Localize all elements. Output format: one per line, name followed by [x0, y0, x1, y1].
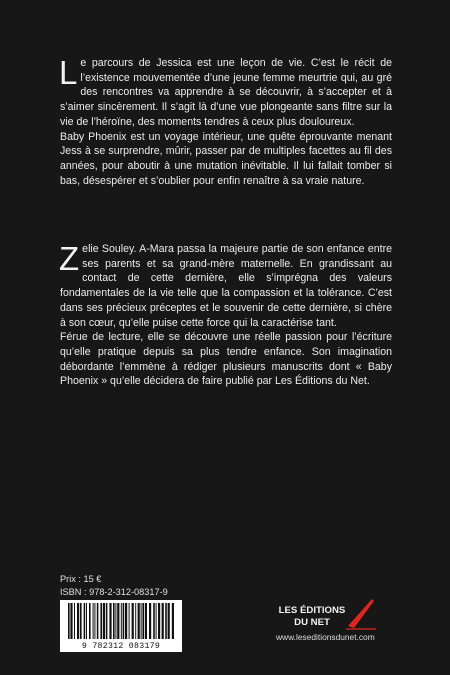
- barcode-bars: [60, 600, 182, 642]
- barcode-bar: [68, 603, 70, 639]
- barcode-bar: [129, 603, 130, 639]
- barcode-bar: [172, 603, 174, 639]
- barcode-bar: [142, 603, 144, 639]
- barcode-bar: [86, 603, 87, 639]
- barcode-bar: [115, 603, 116, 639]
- synopsis-text-2: Baby Phoenix est un voyage intérieur, une quête éprouvante menant Jess à se surprendre, mûrir, passer par de multiples facettes au fil des années, pour aboutir à une mutation inévitable. Il lui fallait tomber si bas, désespérer et s’oublier pour enfin renaître à sa vraie nature.: [60, 130, 392, 187]
- barcode-bar: [97, 603, 99, 639]
- barcode-bar: [93, 603, 94, 639]
- barcode-bar: [149, 603, 151, 639]
- barcode-bar: [135, 603, 136, 639]
- barcode-bar: [94, 603, 95, 639]
- barcode-bar: [125, 603, 127, 639]
- barcode-number: 9 782312 083179: [81, 642, 161, 651]
- barcode-bar: [70, 603, 72, 639]
- barcode-bar: [156, 603, 157, 639]
- barcode-bar: [117, 603, 119, 639]
- barcode-bar: [153, 603, 155, 639]
- publisher-name-line2: DU NET: [294, 616, 330, 628]
- publisher-logo-text: [276, 605, 348, 628]
- barcode-bar: [84, 603, 86, 639]
- synopsis-text: e parcours de Jessica est une leçon de vie. C’est le récit de l’existence mouvementée d’une jeune femme meurtrie qui, au gré des rencontres va apprendre à se découvrir, à s’accepter et à s’aimer sincèrement. Il s’agit là d’une vue plongeante sans filtre sur la vie de l’héroïne, des moments tendres à ceux plus douloureux.: [60, 57, 392, 128]
- barcode-bar: [165, 603, 167, 639]
- barcode-bar: [168, 603, 170, 639]
- price-isbn-block: [60, 573, 168, 598]
- barcode: [60, 600, 182, 652]
- barcode-bar: [162, 603, 164, 639]
- drop-cap: L: [59, 54, 78, 91]
- synopsis-paragraph: [60, 56, 392, 188]
- barcode-bar: [141, 603, 142, 639]
- barcode-bar: [89, 603, 91, 639]
- barcode-bar: [103, 603, 105, 639]
- author-bio-paragraph: [60, 242, 392, 389]
- barcode-bar: [80, 603, 82, 639]
- barcode-bar: [121, 603, 122, 639]
- barcode-bar: [74, 603, 75, 639]
- isbn-label: ISBN : 978-2-312-08317-9: [60, 586, 168, 597]
- drop-cap: Z: [59, 240, 80, 277]
- barcode-bar: [109, 603, 111, 639]
- barcode-bar: [77, 603, 79, 639]
- barcode-bar: [123, 603, 125, 639]
- barcode-bar: [145, 603, 147, 639]
- barcode-bar: [113, 603, 115, 639]
- barcode-bar: [106, 603, 108, 639]
- publisher-website: www.leseditionsdunet.com: [276, 632, 375, 642]
- barcode-bar: [158, 603, 160, 639]
- barcode-bar: [132, 603, 134, 639]
- barcode-bar: [138, 603, 140, 639]
- author-bio-text-2: Férue de lecture, elle se découvre une réelle passion pour l’écriture qu’elle pratique depuis sa plus tendre enfance. Son imagination débordante l’emmène à rédiger plusieurs manuscrits dont « Baby Phoenix » qu’elle décidera de faire publié par Les Éditions du Net.: [60, 331, 392, 388]
- author-bio-text: elie Souley. A-Mara passa la majeure partie de son enfance entre ses parents et sa grand-mère maternelle. En grandissant au contact de cette dernière, elle s’imprégna des valeurs fondamentales de la vie telle que la compassion et la tolérance. C’est dans ses précieux préceptes et le souvenir de cette dernière, si chère à son cœur, qu’elle puise cette force qui la caractérise tant.: [60, 243, 392, 329]
- barcode-bar: [100, 603, 102, 639]
- price-label: Prix : 15 €: [60, 574, 102, 584]
- publisher-logo-icon: [346, 596, 376, 630]
- publisher-name-line1: LES ÉDITIONS: [278, 605, 346, 616]
